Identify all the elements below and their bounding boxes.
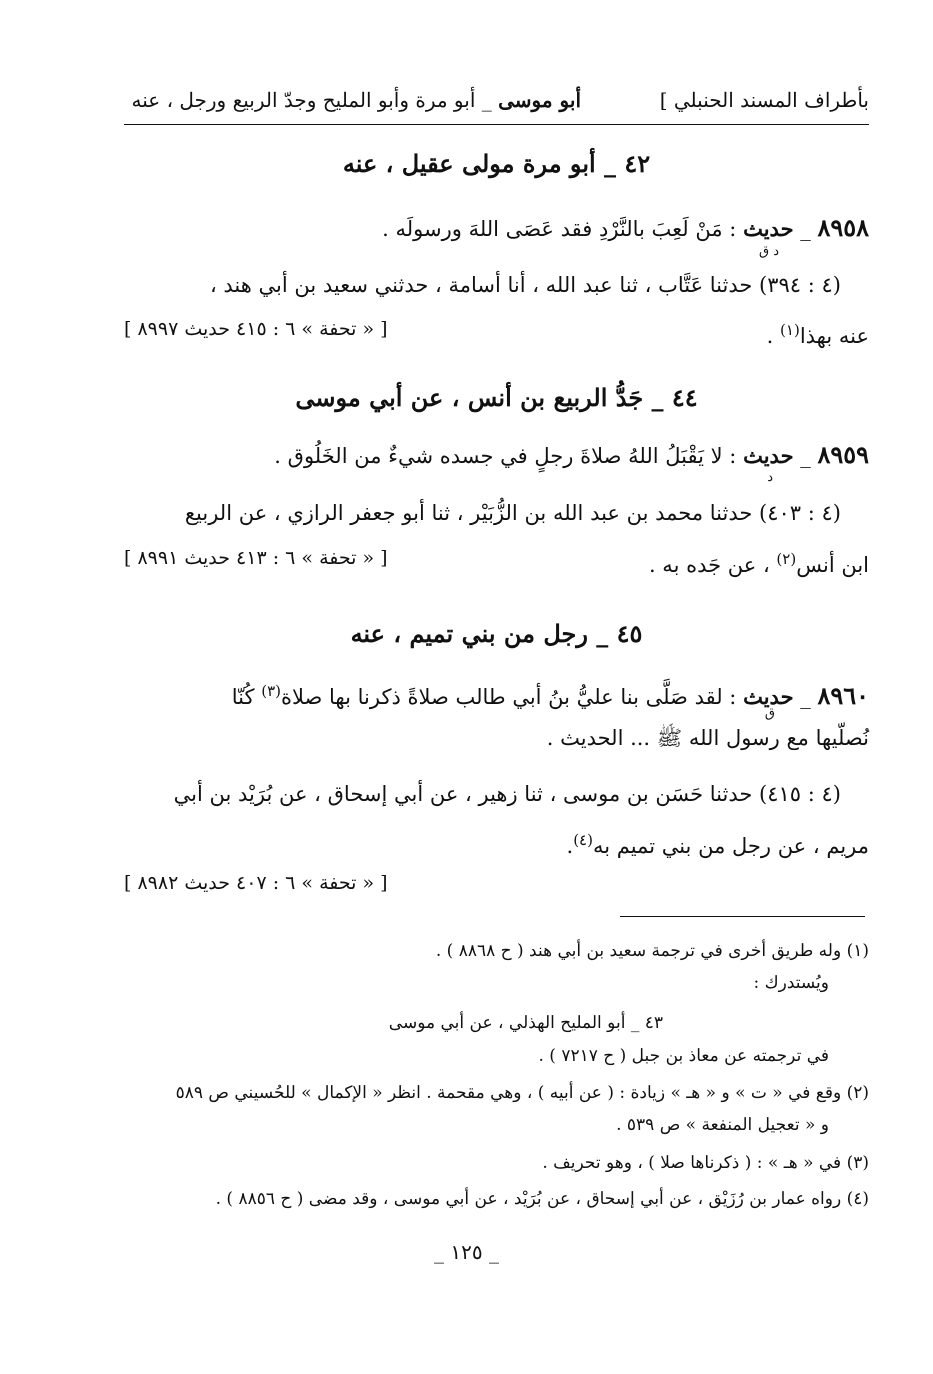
hadith-number: ٨٩٥٩: [817, 440, 869, 469]
source-mark: د: [767, 470, 773, 485]
hadith-text: مَنْ لَعِبَ بالنَّرْدِ فقد عَصَى اللهَ ورسولَه .: [382, 217, 723, 241]
running-header-rest: _ أبو مرة وأبو المليح وجدّ الربيع ورجل ، عنه: [131, 88, 499, 112]
source-mark: ق: [764, 706, 775, 721]
isnad-line-2: مريم ، عن رجل من بني تميم به$^{(٤)}$.: [566, 831, 869, 858]
section-heading-44: ٤٤ _ جَدُّ الربيع بن أنس ، عن أبي موسى: [295, 383, 698, 412]
running-header-bold: أبو موسى: [498, 88, 581, 112]
page-number: _ ١٢٥ _: [434, 1240, 499, 1264]
tuhfa-reference: [ « تحفة » ٦ : ٤٠٧ حديث ٨٩٨٢ ]: [124, 872, 388, 894]
isnad-line-2: عنه بهذا$^{(١)}$ .: [766, 321, 869, 348]
hadith-text-continued: نُصلّيها مع رسول الله ﷺ ... الحديث .: [546, 726, 869, 750]
footnote-4: (٤) رواه عمار بن رُزَيْق ، عن أبي إسحاق ، عن بُرَيْد ، عن أبي موسى ، وقد مضى ( ح ٨٨٥٦ ) .: [215, 1189, 869, 1209]
footnote-1-entry: ٤٣ _ أبو المليح الهذلي ، عن أبي موسى: [388, 1013, 663, 1033]
hadith-label: حديث: [743, 216, 794, 241]
source-mark: د ق: [758, 244, 779, 259]
isnad-line: (٤ : ٣٩٤) حدثنا عَتَّاب ، ثنا عبد الله ، أنا أسامة ، حدثني سعيد بن أبي هند ،: [209, 273, 841, 297]
section-heading-45: ٤٥ _ رجل من بني تميم ، عنه: [350, 619, 643, 648]
hadith-text: لقد صَلَّى بنا عليُّ بنُ أبي طالب صلاةً ذكرنا بها صلاة: [280, 685, 723, 709]
isnad-line: (٤ : ٤٠٣) حدثنا محمد بن عبد الله بن الزُّبَيْر ، ثنا أبو جعفر الرازي ، عن الربيع: [184, 501, 841, 525]
footnote-2: (٢) وقع في « ت » و « هـ » زيادة : ( عن أبيه ) ، وهي مقحمة . انظر « الإكمال » للحُسيني ص ٥٨٩: [175, 1083, 869, 1103]
footnote-rule: [620, 916, 865, 917]
tuhfa-reference: [ « تحفة » ٦ : ٤١٣ حديث ٨٩٩١ ]: [124, 547, 388, 569]
footnote-3: (٣) في « هـ » : ( ذكرناها صلا ) ، وهو تحريف .: [542, 1153, 869, 1173]
running-header-section: [132, 86, 581, 114]
isnad-line: (٤ : ٤١٥) حدثنا حَسَن بن موسى ، ثنا زهير ، عن أبي إسحاق ، عن بُرَيْد بن أبي: [173, 782, 841, 806]
running-header-title: بأطراف المسند الحنبلي ]: [659, 88, 869, 112]
header-rule: [124, 124, 869, 125]
hadith-text: لا يَقْبَلُ اللهُ صلاةَ رجلٍ في جسده شيءٌ من الخَلُوق .: [274, 444, 723, 468]
footnote-ref: (١): [780, 321, 800, 339]
hadith-number: ٨٩٦٠: [817, 681, 869, 710]
hadith-8959: ٨٩٥٩ _ حديث : لا يَقْبَلُ اللهُ صلاةَ رجلٍ في جسده شيءٌ من الخَلُوق .: [274, 440, 869, 469]
footnote-1: (١) وله طريق أخرى في ترجمة سعيد بن أبي هند ( ح ٨٨٦٨ ) .: [435, 941, 869, 961]
hadith-label: حديث: [743, 684, 794, 709]
footnote-1-addendum: ويُستدرك :: [753, 973, 829, 993]
hadith-8958: ٨٩٥٨ _ حديث : مَنْ لَعِبَ بالنَّرْدِ فقد عَصَى اللهَ ورسولَه .: [382, 213, 869, 242]
footnote-ref: (٢): [776, 550, 797, 568]
tuhfa-reference: [ « تحفة » ٦ : ٤١٥ حديث ٨٩٩٧ ]: [124, 318, 388, 340]
footnote-2-cont: و « تعجيل المنفعة » ص ٥٣٩ .: [616, 1115, 829, 1135]
hadith-number: ٨٩٥٨: [817, 213, 869, 242]
footnote-ref: (٣): [261, 682, 281, 700]
isnad-line-2: ابن أنس$^{(٢)}$ ، عن جَده به .: [648, 550, 869, 577]
hadith-8960: ٨٩٦٠ _ حديث : لقد صَلَّى بنا عليُّ بنُ أبي طالب صلاةً ذكرنا بها صلاة$^{(٣)}$ كُنّا: [231, 681, 869, 710]
footnote-ref: (٤): [573, 831, 593, 849]
hadith-label: حديث: [743, 443, 794, 468]
footnote-1-ref: في ترجمته عن معاذ بن جبل ( ح ٧٢١٧ ) .: [538, 1046, 829, 1066]
section-heading-42: ٤٢ _ أبو مرة مولى عقيل ، عنه: [342, 149, 651, 178]
